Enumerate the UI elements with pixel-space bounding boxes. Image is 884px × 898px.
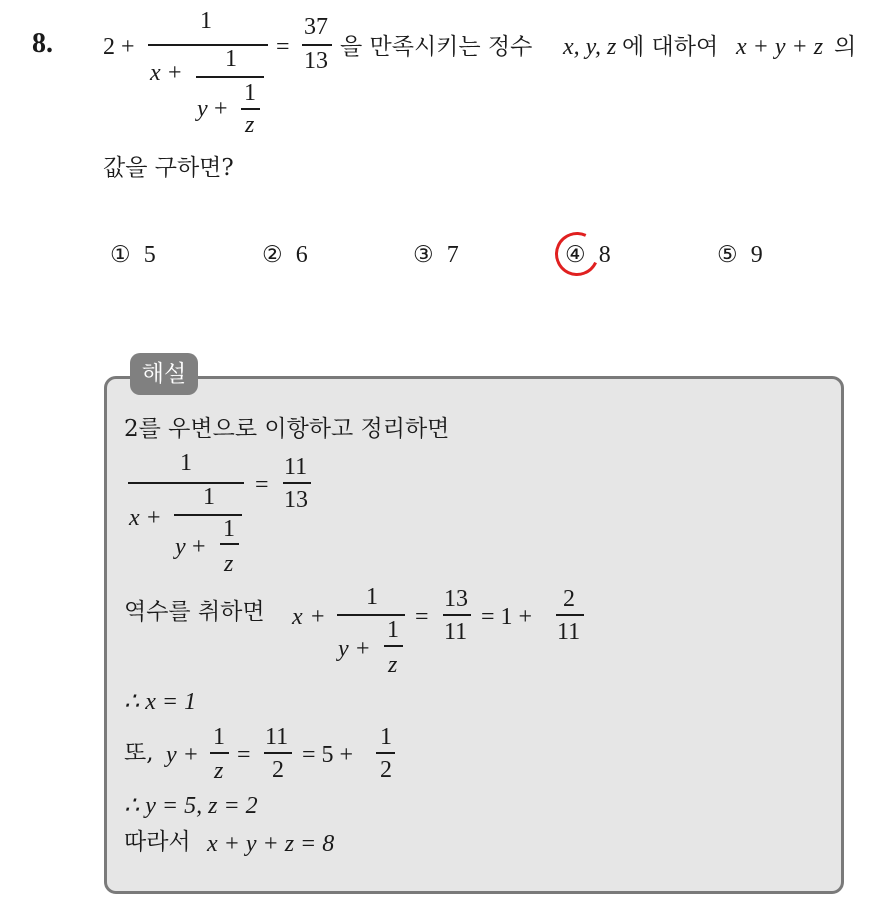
solution-tag: 해설 (130, 353, 198, 395)
choice-5[interactable] (717, 242, 763, 268)
var-z: z (214, 758, 224, 784)
frac-numerator: 1 (203, 484, 215, 510)
var-y: y (175, 534, 186, 560)
frac-numerator: 1 (213, 724, 225, 750)
fraction-bar (443, 614, 471, 616)
fraction-bar (264, 752, 292, 754)
rhs-numerator: 13 (444, 586, 468, 612)
choice-value: 5 (143, 242, 156, 268)
fraction-bar (196, 76, 264, 78)
rhs-expression: = 5 + (302, 742, 354, 768)
fraction-bar (376, 752, 395, 754)
fraction-bar (556, 614, 584, 616)
frac-numerator: 1 (200, 8, 212, 34)
rhs-denominator: 2 (272, 757, 284, 783)
choice-label: ④ (565, 242, 586, 268)
plus-sign: + (311, 604, 325, 630)
var-y: y (338, 636, 349, 662)
question-sum-expr: x + y + z (736, 34, 824, 60)
choice-label: ② (262, 242, 283, 268)
rhs-expression: = 1 + (481, 604, 533, 630)
equals-sign: = (255, 472, 269, 498)
rhs-denominator: 13 (284, 487, 308, 513)
rhs-denominator: 11 (557, 619, 581, 645)
fraction-bar (148, 44, 268, 46)
choice-value: 6 (295, 242, 308, 268)
fraction-bar (384, 645, 403, 647)
frac-numerator: 1 (387, 617, 399, 643)
var-z: z (388, 652, 398, 678)
fraction-bar (128, 482, 244, 484)
solution-text: 역수를 취하면 (124, 599, 265, 625)
rhs-numerator: 11 (284, 454, 308, 480)
choice-label: ③ (413, 242, 434, 268)
rhs-numerator: 1 (380, 724, 392, 750)
plus-sign: + (214, 96, 228, 122)
solution-text: 또, (124, 740, 154, 766)
var-x: x (150, 60, 161, 86)
frac-numerator: 1 (366, 584, 378, 610)
final-expression: x + y + z = 8 (207, 831, 335, 857)
frac-numerator: 1 (225, 46, 237, 72)
therefore-yz: ∴ y = 5, z = 2 (124, 793, 258, 819)
equals-sign: = (237, 742, 251, 768)
frac-numerator: 1 (180, 450, 192, 476)
rhs-denominator: 11 (444, 619, 468, 645)
rhs-denominator: 13 (304, 48, 328, 74)
var-y: y (197, 96, 208, 122)
solution-text: 따라서 (124, 829, 191, 855)
question-text: 의 (834, 34, 857, 60)
lead-number: 2 (103, 34, 115, 60)
choice-label: ⑤ (717, 242, 738, 268)
choice-value: 9 (750, 242, 763, 268)
plus-sign: + (192, 534, 206, 560)
rhs-numerator: 37 (304, 14, 328, 40)
choice-value: 7 (446, 242, 459, 268)
y-plus: y + (166, 742, 199, 768)
choice-label: ① (110, 242, 131, 268)
frac-numerator: 1 (223, 516, 235, 542)
equals-sign: = (415, 604, 429, 630)
question-vars: x, y, z (563, 34, 617, 60)
rhs-denominator: 2 (380, 757, 392, 783)
therefore-x: ∴ x = 1 (124, 689, 197, 715)
fraction-bar (283, 482, 311, 484)
fraction-bar (337, 614, 405, 616)
rhs-numerator: 2 (563, 586, 575, 612)
question-text: 에 대하여 (622, 34, 719, 60)
question-text-line2: 값을 구하면? (103, 155, 234, 181)
frac-numerator: 1 (244, 80, 256, 106)
plus-sign: + (168, 60, 182, 86)
fraction-bar (220, 543, 239, 545)
question-text: 을 만족시키는 정수 (340, 34, 533, 60)
question-number: 8. (32, 28, 53, 59)
var-x: x (292, 604, 303, 630)
answer-circle-mark (549, 226, 605, 282)
var-z: z (224, 551, 234, 577)
choice-1[interactable] (110, 242, 156, 268)
plus-sign: + (356, 636, 370, 662)
fraction-bar (302, 44, 332, 46)
rhs-numerator: 11 (265, 724, 289, 750)
plus-sign: + (121, 34, 135, 60)
fraction-bar (210, 752, 229, 754)
plus-sign: + (147, 505, 161, 531)
equals-sign: = (276, 34, 290, 60)
choice-value: 8 (598, 242, 611, 268)
fraction-bar (241, 108, 260, 110)
var-z: z (245, 112, 255, 138)
choice-3[interactable] (413, 242, 459, 268)
choice-2[interactable] (262, 242, 308, 268)
solution-line1: 2를 우변으로 이항하고 정리하면 (124, 416, 450, 442)
var-x: x (129, 505, 140, 531)
